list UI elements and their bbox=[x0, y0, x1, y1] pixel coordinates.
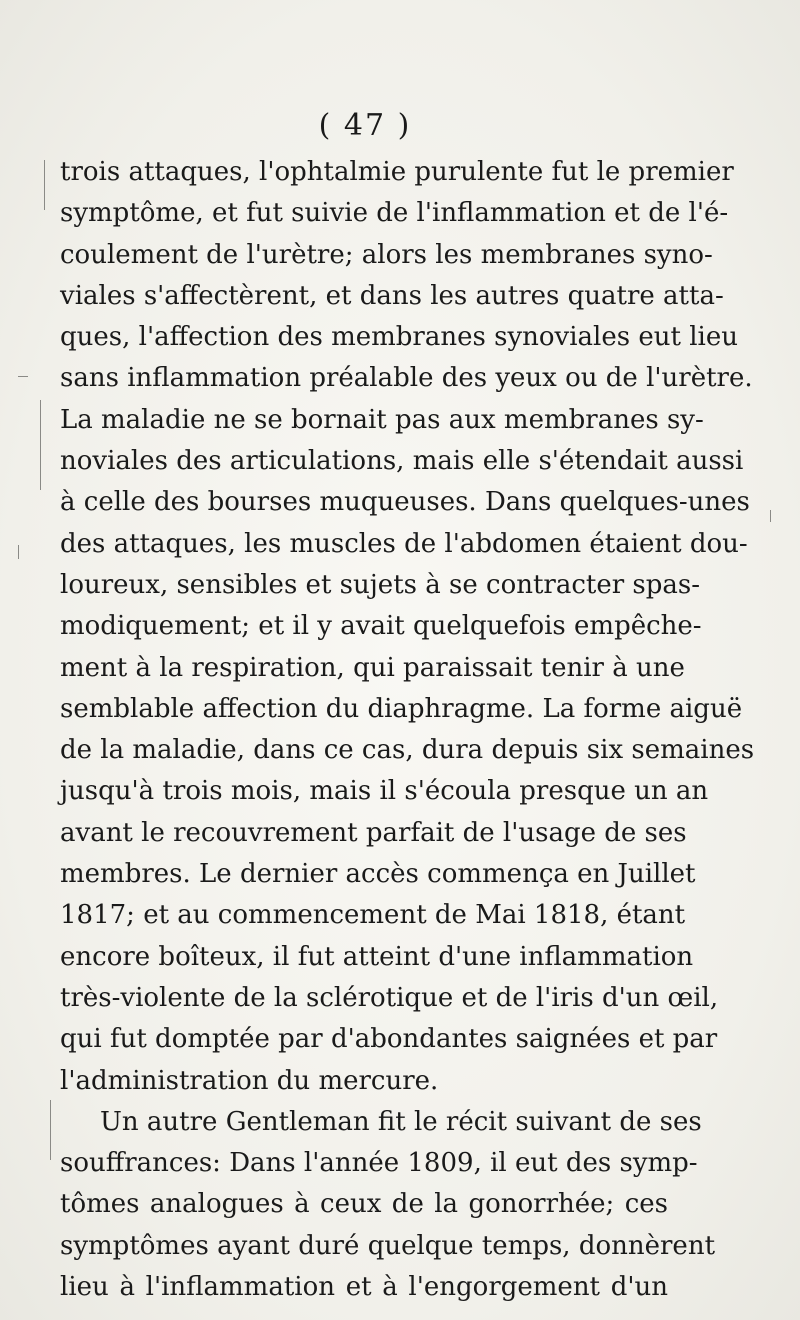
text-line: à celle des bourses muqueuses. Dans quelques-unes bbox=[60, 487, 750, 518]
text-line: symptôme, et fut suivie de l'inflammation et de l'é- bbox=[60, 198, 729, 229]
scan-artifact bbox=[44, 160, 45, 210]
text-line: avant le recouvrement parfait de l'usage de ses bbox=[60, 817, 687, 848]
text-line: jusqu'à trois mois, mais il s'écoula presque un an bbox=[60, 776, 709, 807]
text-line: noviales des articulations, mais elle s'étendait aussi bbox=[60, 446, 744, 477]
text-line: La maladie ne se bornait pas aux membranes sy- bbox=[60, 404, 704, 435]
text-line: des attaques, les muscles de l'abdomen étaient dou- bbox=[60, 528, 748, 559]
text-line: de la maladie, dans ce cas, dura depuis six semaines bbox=[60, 735, 755, 766]
text-line: tômes analogues à ceux de la gonorrhée; ces bbox=[60, 1189, 668, 1220]
text-line: membres. Le dernier accès commença en Juillet bbox=[60, 859, 696, 890]
page-number: ( 47 ) bbox=[318, 108, 412, 143]
text-line: coulement de l'urètre; alors les membranes syno- bbox=[60, 239, 713, 270]
body-text bbox=[60, 152, 755, 1308]
scan-artifact bbox=[50, 1100, 51, 1160]
text-line: très-violente de la sclérotique et de l'iris d'un œil, bbox=[60, 982, 719, 1013]
text-line: ment à la respiration, qui paraissait tenir à une bbox=[60, 652, 685, 683]
paragraph-end-line: l'administration du mercure. bbox=[60, 1065, 439, 1096]
text-line: trois attaques, l'ophtalmie purulente fut le premier bbox=[60, 157, 734, 187]
text-line: modiquement; et il y avait quelquefois empêche- bbox=[60, 611, 702, 642]
scan-artifact bbox=[18, 376, 28, 377]
text-line: encore boîteux, il fut atteint d'une inflammation bbox=[60, 941, 694, 972]
text-line: viales s'affectèrent, et dans les autres quatre atta- bbox=[60, 280, 724, 311]
text-line: loureux, sensibles et sujets à se contracter spas- bbox=[60, 569, 701, 600]
text-line: lieu à l'inflammation et à l'engorgement d'un bbox=[60, 1272, 668, 1303]
paragraph-start-line: Un autre Gentleman fit le récit suivant de ses bbox=[100, 1106, 702, 1137]
text-line: qui fut domptée par d'abondantes saignées et par bbox=[60, 1024, 718, 1055]
text-line: souffrances: Dans l'année 1809, il eut des symp- bbox=[60, 1148, 698, 1179]
scan-artifact bbox=[40, 400, 41, 490]
text-line: symptômes ayant duré quelque temps, donnèrent bbox=[60, 1230, 716, 1261]
text-line: 1817; et au commencement de Mai 1818, étant bbox=[60, 900, 686, 931]
text-line: ques, l'affection des membranes synoviales eut lieu bbox=[60, 322, 738, 353]
scan-artifact bbox=[18, 545, 19, 559]
text-line: sans inflammation préalable des yeux ou de l'urètre. bbox=[60, 363, 753, 394]
scan-artifact bbox=[770, 510, 771, 522]
text-line: semblable affection du diaphragme. La forme aiguë bbox=[60, 693, 743, 724]
